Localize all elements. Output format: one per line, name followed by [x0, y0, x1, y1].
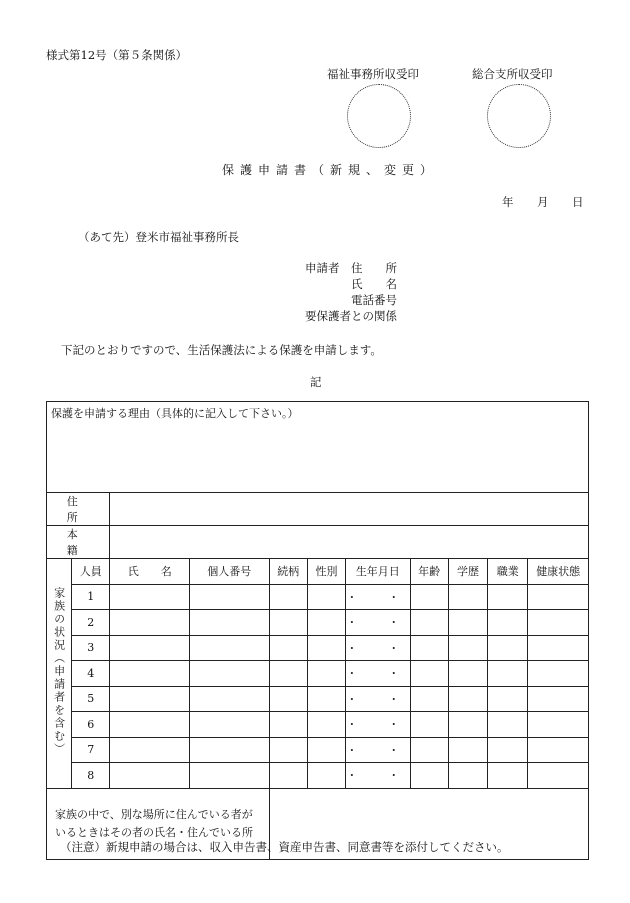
family-row — [47, 686, 589, 712]
birth-date-cell[interactable]: ・ ・ — [346, 712, 410, 738]
relation-cell[interactable] — [269, 686, 307, 712]
education-cell[interactable] — [448, 737, 487, 763]
row-number: 1 — [72, 584, 110, 610]
family-row — [47, 584, 589, 610]
welfare-office-stamp-circle — [347, 84, 411, 148]
name-cell[interactable] — [110, 737, 190, 763]
education-cell[interactable] — [448, 686, 487, 712]
age-cell[interactable] — [410, 661, 448, 687]
health-cell[interactable] — [528, 610, 589, 636]
row-number: 2 — [72, 610, 110, 636]
application-table — [46, 401, 589, 860]
occupation-cell[interactable] — [488, 737, 528, 763]
birth-date-cell[interactable]: ・ ・ — [346, 686, 410, 712]
sex-cell[interactable] — [307, 737, 345, 763]
reason-field[interactable] — [47, 402, 589, 493]
name-cell[interactable] — [110, 610, 190, 636]
form-title: 保護申請書（新規、変更） — [222, 163, 439, 177]
family-status-label-cell — [47, 559, 72, 789]
relation-cell[interactable] — [269, 635, 307, 661]
health-cell[interactable] — [528, 712, 589, 738]
address-label: 住 所 — [47, 493, 110, 526]
family-header-row — [47, 559, 589, 585]
domicile-field[interactable] — [110, 526, 589, 559]
family-row — [47, 737, 589, 763]
age-cell[interactable] — [410, 584, 448, 610]
column-header: 氏 名 — [110, 559, 190, 585]
relation-cell[interactable] — [269, 610, 307, 636]
column-header: 生年月日 — [346, 559, 410, 585]
column-header: 続柄 — [269, 559, 307, 585]
relation-cell[interactable] — [269, 737, 307, 763]
name-cell[interactable] — [110, 763, 190, 789]
id-number-cell[interactable] — [190, 686, 270, 712]
address-row — [47, 493, 589, 526]
applicant-relation-label: 要保護者との関係 — [305, 309, 397, 323]
age-cell[interactable] — [410, 686, 448, 712]
reason-label: 保護を申請する理由（具体的に記入して下さい。） — [51, 407, 299, 420]
column-header: 学歴 — [448, 559, 487, 585]
relation-cell[interactable] — [269, 763, 307, 789]
date-month[interactable]: 月 — [537, 195, 549, 209]
name-cell[interactable] — [110, 635, 190, 661]
separate-residence-label: 家族の中で、別な場所に住んでいる者がいるときはその者の氏名・住んでいる所 — [47, 788, 270, 859]
birth-date-cell[interactable]: ・ ・ — [346, 610, 410, 636]
sex-cell[interactable] — [307, 635, 345, 661]
sex-cell[interactable] — [307, 686, 345, 712]
age-cell[interactable] — [410, 737, 448, 763]
attachment-note: （注意）新規申請の場合は、収入申告書、資産申告書、同意書等を添付してください。 — [60, 840, 509, 854]
row-number: 6 — [72, 712, 110, 738]
occupation-cell[interactable] — [488, 610, 528, 636]
date-year[interactable]: 年 — [502, 195, 514, 209]
age-cell[interactable] — [410, 635, 448, 661]
family-status-label: 家族の状況（申請者を含む） — [52, 587, 66, 757]
age-cell[interactable] — [410, 763, 448, 789]
age-cell[interactable] — [410, 712, 448, 738]
id-number-cell[interactable] — [190, 661, 270, 687]
health-cell[interactable] — [528, 686, 589, 712]
welfare-office-stamp-label: 福祉事務所収受印 — [327, 67, 419, 81]
education-cell[interactable] — [448, 584, 487, 610]
education-cell[interactable] — [448, 661, 487, 687]
sex-cell[interactable] — [307, 584, 345, 610]
family-row — [47, 712, 589, 738]
health-cell[interactable] — [528, 737, 589, 763]
birth-date-cell[interactable]: ・ ・ — [346, 635, 410, 661]
application-statement: 下記のとおりですので、生活保護法による保護を申請します。 — [61, 343, 382, 357]
date-day[interactable]: 日 — [572, 195, 584, 209]
applicant-name-label: 氏 名 — [351, 277, 397, 291]
occupation-cell[interactable] — [488, 686, 528, 712]
health-cell[interactable] — [528, 661, 589, 687]
sex-cell[interactable] — [307, 610, 345, 636]
health-cell[interactable] — [528, 763, 589, 789]
name-cell[interactable] — [110, 661, 190, 687]
applicant-address-label: 住 所 — [351, 261, 397, 275]
reason-row — [47, 402, 589, 493]
column-header: 個人番号 — [190, 559, 270, 585]
education-cell[interactable] — [448, 635, 487, 661]
relation-cell[interactable] — [269, 661, 307, 687]
domicile-row — [47, 526, 589, 559]
row-number: 8 — [72, 763, 110, 789]
health-cell[interactable] — [528, 584, 589, 610]
occupation-cell[interactable] — [488, 635, 528, 661]
sex-cell[interactable] — [307, 712, 345, 738]
id-number-cell[interactable] — [190, 737, 270, 763]
column-header: 性別 — [307, 559, 345, 585]
id-number-cell[interactable] — [190, 635, 270, 661]
id-number-cell[interactable] — [190, 763, 270, 789]
name-cell[interactable] — [110, 686, 190, 712]
address-field[interactable] — [110, 493, 589, 526]
form-number: 様式第12号（第５条関係） — [46, 48, 188, 62]
education-cell[interactable] — [448, 763, 487, 789]
occupation-cell[interactable] — [488, 712, 528, 738]
birth-date-cell[interactable]: ・ ・ — [346, 763, 410, 789]
education-cell[interactable] — [448, 712, 487, 738]
name-cell[interactable] — [110, 584, 190, 610]
id-number-cell[interactable] — [190, 584, 270, 610]
row-number: 4 — [72, 661, 110, 687]
family-row — [47, 635, 589, 661]
sex-cell[interactable] — [307, 661, 345, 687]
id-number-cell[interactable] — [190, 712, 270, 738]
column-header: 職業 — [488, 559, 528, 585]
birth-date-cell[interactable]: ・ ・ — [346, 737, 410, 763]
applicant-phone-label: 電話番号 — [351, 293, 397, 307]
education-cell[interactable] — [448, 610, 487, 636]
occupation-cell[interactable] — [488, 584, 528, 610]
family-row — [47, 763, 589, 789]
occupation-cell[interactable] — [488, 763, 528, 789]
applicant-prefix: 申請者 — [305, 261, 340, 275]
birth-date-cell[interactable]: ・ ・ — [346, 661, 410, 687]
domicile-label: 本 籍 — [47, 526, 110, 559]
branch-office-stamp-circle — [487, 84, 551, 148]
birth-date-cell[interactable]: ・ ・ — [346, 584, 410, 610]
addressee: （あて先）登米市福祉事務所長 — [78, 230, 239, 244]
health-cell[interactable] — [528, 635, 589, 661]
row-number: 5 — [72, 686, 110, 712]
row-number: 7 — [72, 737, 110, 763]
family-row — [47, 661, 589, 687]
branch-office-stamp-label: 総合支所収受印 — [472, 67, 553, 81]
relation-cell[interactable] — [269, 584, 307, 610]
column-header: 人員 — [72, 559, 110, 585]
row-number: 3 — [72, 635, 110, 661]
id-number-cell[interactable] — [190, 610, 270, 636]
age-cell[interactable] — [410, 610, 448, 636]
occupation-cell[interactable] — [488, 661, 528, 687]
sex-cell[interactable] — [307, 763, 345, 789]
relation-cell[interactable] — [269, 712, 307, 738]
column-header: 健康状態 — [528, 559, 589, 585]
column-header: 年齢 — [410, 559, 448, 585]
family-row — [47, 610, 589, 636]
name-cell[interactable] — [110, 712, 190, 738]
ki-heading: 記 — [310, 375, 322, 389]
